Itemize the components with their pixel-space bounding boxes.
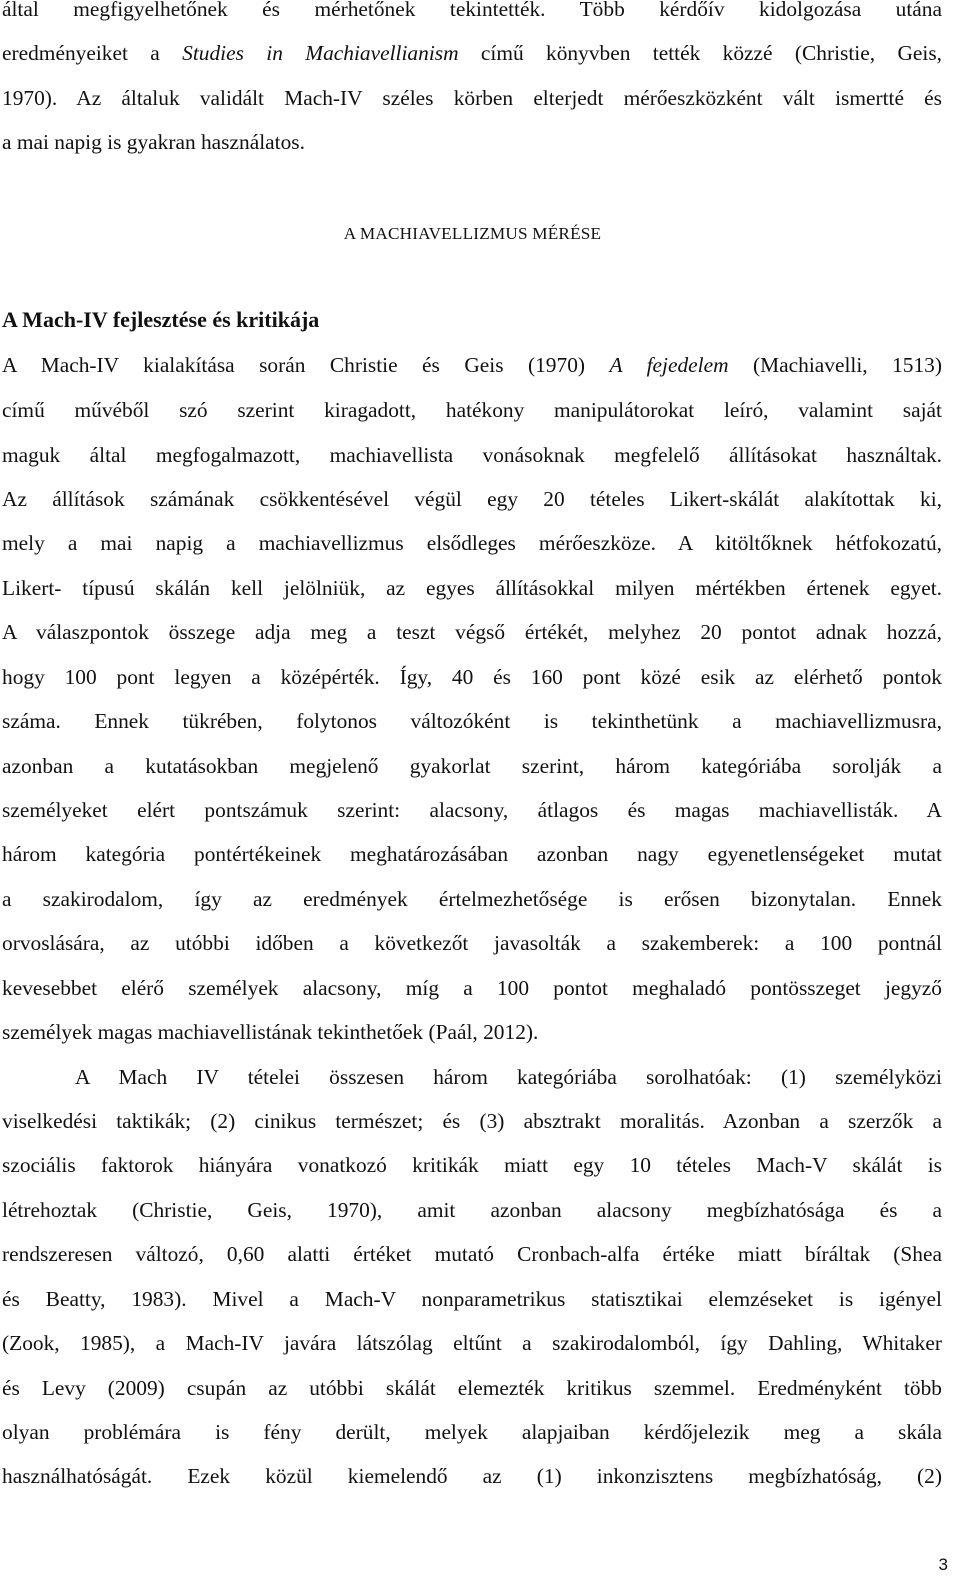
intro-line-1: által megfigyelhetőnek és mérhetőnek tekintették. Több kérdőív kidolgozása utána <box>2 0 942 21</box>
paragraph-1-line: száma. Ennek tükrében, folytonos változóként is tekinthetünk a machiavellizmusra, <box>2 709 942 733</box>
intro-line-3: 1970). Az általuk validált Mach-IV széles körben elterjedt mérőeszközként vált ismertté és <box>2 86 942 110</box>
paragraph-1-line: három kategória pontértékeinek meghatározásában azonban nagy egyenetlenségeket mutat <box>2 842 942 866</box>
intro-line-4: a mai napig is gyakran használatos. <box>2 130 305 154</box>
work-title-italic: A fejedelem <box>609 353 729 377</box>
paragraph-1-line: Az állítások számának csökkentésével végül egy 20 tételes Likert-skálát alakítottak ki, <box>2 487 942 511</box>
intro-line-2-text-a: eredményeiket a <box>2 41 183 65</box>
paragraph-1-line: kevesebbet elérő személyek alacsony, míg a 100 pontot meghaladó pontösszeget jegyző <box>2 976 942 1000</box>
paragraph-2-first-line: A Mach IV tételei összesen három kategóriába sorolhatóak: (1) személyközi <box>75 1065 942 1089</box>
paragraph-1-line: a szakirodalom, így az eredmények értelmezhetősége is erősen bizonytalan. Ennek <box>2 887 942 911</box>
paragraph-1-line-1 <box>2 350 942 380</box>
paragraph-1-line-1-text-a: A Mach-IV kialakítása során Christie és Geis (1970) <box>2 353 610 377</box>
paragraph-2-line: olyan problémára is fény derült, melyek alapjaiban kérdőjelezik meg a skála <box>2 1420 942 1444</box>
paragraph-2-line: létrehoztak (Christie, Geis, 1970), amit azonban alacsony megbízhatósága és a <box>2 1198 942 1222</box>
intro-line-2-text-b: című könyvben tették közzé (Christie, Geis, <box>458 41 942 65</box>
paragraph-1-line: személyeket elért pontszámuk szerint: alacsony, átlagos és magas machiavellisták. A <box>2 798 942 822</box>
paragraph-2-line: és Beatty, 1983). Mivel a Mach-V nonparametrikus statisztikai elemzéseket is igényel <box>2 1287 942 1311</box>
paragraph-2-line: szociális faktorok hiányára vonatkozó kritikák miatt egy 10 tételes Mach-V skálát is <box>2 1153 942 1177</box>
paragraph-1-line: mely a mai napig a machiavellizmus elsődleges mérőeszköze. A kitöltőknek hétfokozatú, <box>2 531 942 555</box>
paragraph-1-last-line: személyek magas machiavellistának tekinthetőek (Paál, 2012). <box>2 1020 539 1044</box>
paragraph-2-line: rendszeresen változó, 0,60 alatti értéket mutató Cronbach-alfa értéke miatt bíráltak (Shea <box>2 1242 942 1266</box>
paragraph-1-line: Likert- típusú skálán kell jelölniük, az egyes állításokkal milyen mértékben értenek egyet. <box>2 576 942 600</box>
intro-line-2 <box>2 38 942 68</box>
subsection-heading: A Mach-IV fejlesztése és kritikája <box>2 307 320 332</box>
book-title-italic: Studies in Machiavellianism <box>182 41 459 65</box>
paragraph-2-line: használhatóságát. Ezek közül kiemelendő az (1) inkonzisztens megbízhatóság, (2) <box>2 1464 942 1488</box>
paragraph-1-line: hogy 100 pont legyen a középérték. Így, 40 és 160 pont közé esik az elérhető pontok <box>2 665 942 689</box>
section-heading: A MACHIAVELLIZMUS MÉRÉSE <box>343 224 602 243</box>
paragraph-1-line: A válaszpontok összege adja meg a teszt végső értékét, melyhez 20 pontot adnak hozzá, <box>2 620 942 644</box>
paragraph-2-line: (Zook, 1985), a Mach-IV javára látszólag eltűnt a szakirodalomból, így Dahling, Whitaker <box>2 1331 942 1355</box>
paragraph-1-line: azonban a kutatásokban megjelenő gyakorlat szerint, három kategóriába sorolják a <box>2 754 942 778</box>
paragraph-1-line: című művéből szó szerint kiragadott, hatékony manipulátorokat leíró, valamint saját <box>2 398 942 422</box>
page-number: 3 <box>938 1555 948 1574</box>
paragraph-1-line: orvoslására, az utóbbi időben a következőt javasolták a szakemberek: a 100 pontnál <box>2 931 942 955</box>
paragraph-2-line: és Levy (2009) csupán az utóbbi skálát elemezték kritikus szemmel. Eredményként több <box>2 1376 942 1400</box>
paragraph-1-line: maguk által megfogalmazott, machiavellista vonásoknak megfelelő állításokat használtak. <box>2 443 942 467</box>
paragraph-2-line: viselkedési taktikák; (2) cinikus természet; és (3) absztrakt moralitás. Azonban a szerzők a <box>2 1109 942 1133</box>
paragraph-1-line-1-text-b: (Machiavelli, 1513) <box>728 353 942 377</box>
